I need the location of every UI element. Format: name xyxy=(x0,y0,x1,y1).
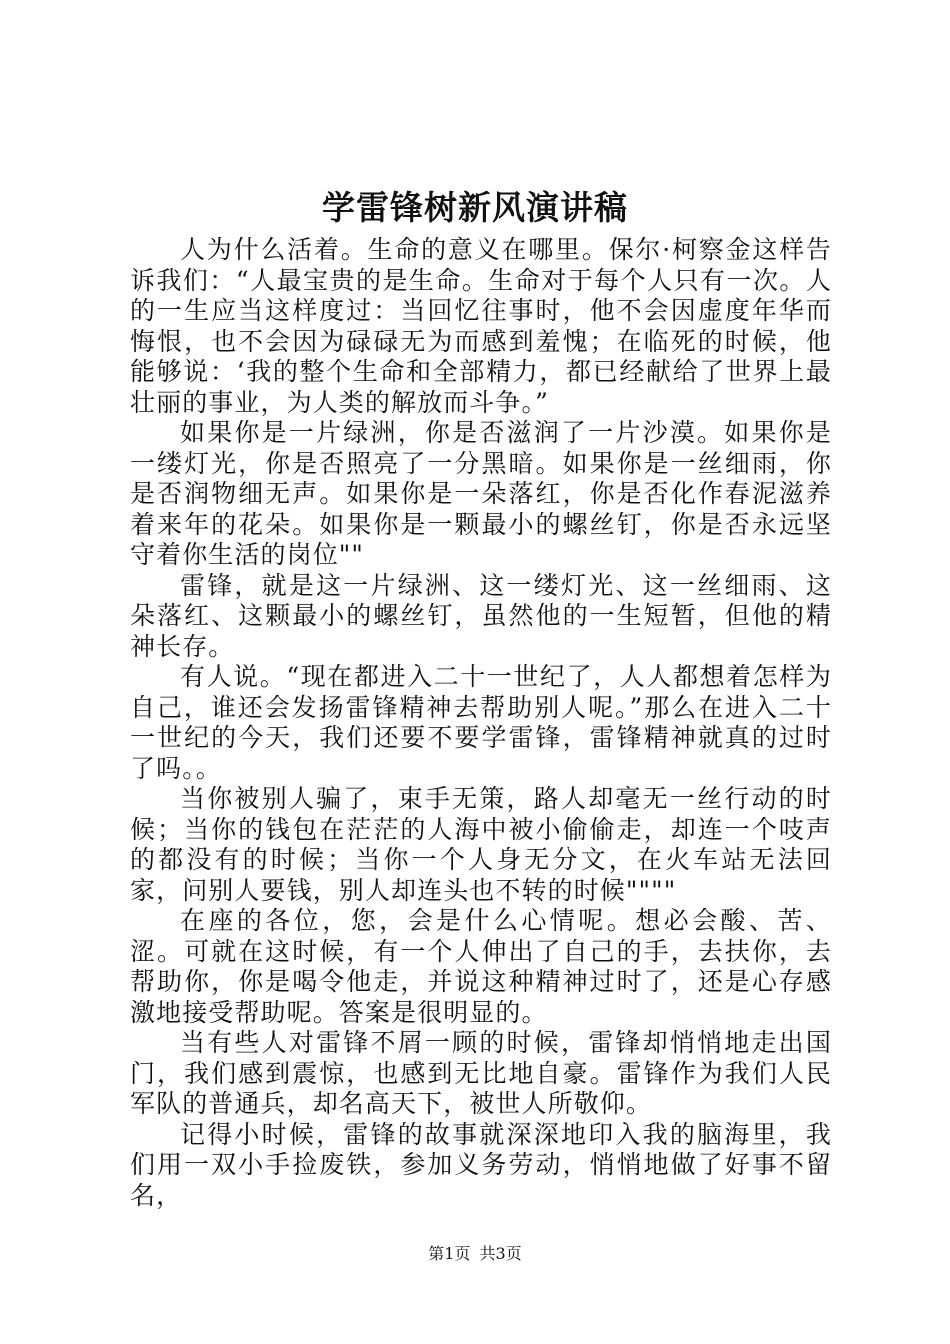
paragraph: 当有些人对雷锋不屑一顾的时候，雷锋却悄悄地走出国门，我们感到震惊，也感到无比地自豪。雷锋作为我们人民军队的普通兵，却名高天下，被世人所敬仰。 xyxy=(130,1028,832,1118)
paragraph: 如果你是一片绿洲，你是否滋润了一片沙漠。如果你是一缕灯光，你是否照亮了一分黑暗。如果你是一丝细雨，你是否润物细无声。如果你是一朵落红，你是否化作春泥滋养着来年的花朵。如果你是一颗最小的螺丝钉，你是否永远坚守着你生活的岗位"" xyxy=(130,418,832,569)
paragraph: 记得小时候，雷锋的故事就深深地印入我的脑海里，我们用一双小手捡废铁，参加义务劳动，悄悄地做了好事不留名， xyxy=(130,1119,832,1210)
document-body xyxy=(130,235,832,1211)
paragraph: 雷锋，就是这一片绿洲、这一缕灯光、这一丝细雨、这朵落红、这颗最小的螺丝钉，虽然他的一生短暂，但他的精神长存。 xyxy=(130,570,832,661)
page-total: 共3页 xyxy=(479,1244,522,1263)
document-title: 学雷锋树新风演讲稿 xyxy=(322,188,628,227)
page-footer xyxy=(0,1243,950,1265)
paragraph: 当你被别人骗了，束手无策，路人却毫无一丝行动的时候；当你的钱包在茫茫的人海中被小偷偷走，却连一个吱声的都没有的时候；当你一个人身无分文，在火车站无法回家，问别人要钱，别人却连头也不转的时候"""" xyxy=(130,784,832,905)
paragraph: 人为什么活着。生命的意义在哪里。保尔·柯察金这样告诉我们：“人最宝贵的是生命。生命对于每个人只有一次。人的一生应当这样度过：当回忆往事时，他不会因虚度年华而悔恨，也不会因为碌碌无为而感到羞愧；在临死的时候，他能够说：‘我的整个生命和全部精力，都已经献给了世界上最壮丽的事业，为人类的解放而斗争。” xyxy=(130,235,832,417)
paragraph: 有人说。“现在都进入二十一世纪了，人人都想着怎样为自己，谁还会发扬雷锋精神去帮助别人呢。”那么在进入二十一世纪的今天，我们还要不要学雷锋，雷锋精神就真的过时了吗。。 xyxy=(130,662,832,783)
page-number: 第1页 xyxy=(428,1244,471,1263)
paragraph: 在座的各位，您，会是什么心情呢。想必会酸、苦、涩。可就在这时候，有一个人伸出了自己的手，去扶你，去帮助你，你是喝令他走，并说这种精神过时了，还是心存感激地接受帮助呢。答案是很明显的。 xyxy=(130,906,832,1027)
